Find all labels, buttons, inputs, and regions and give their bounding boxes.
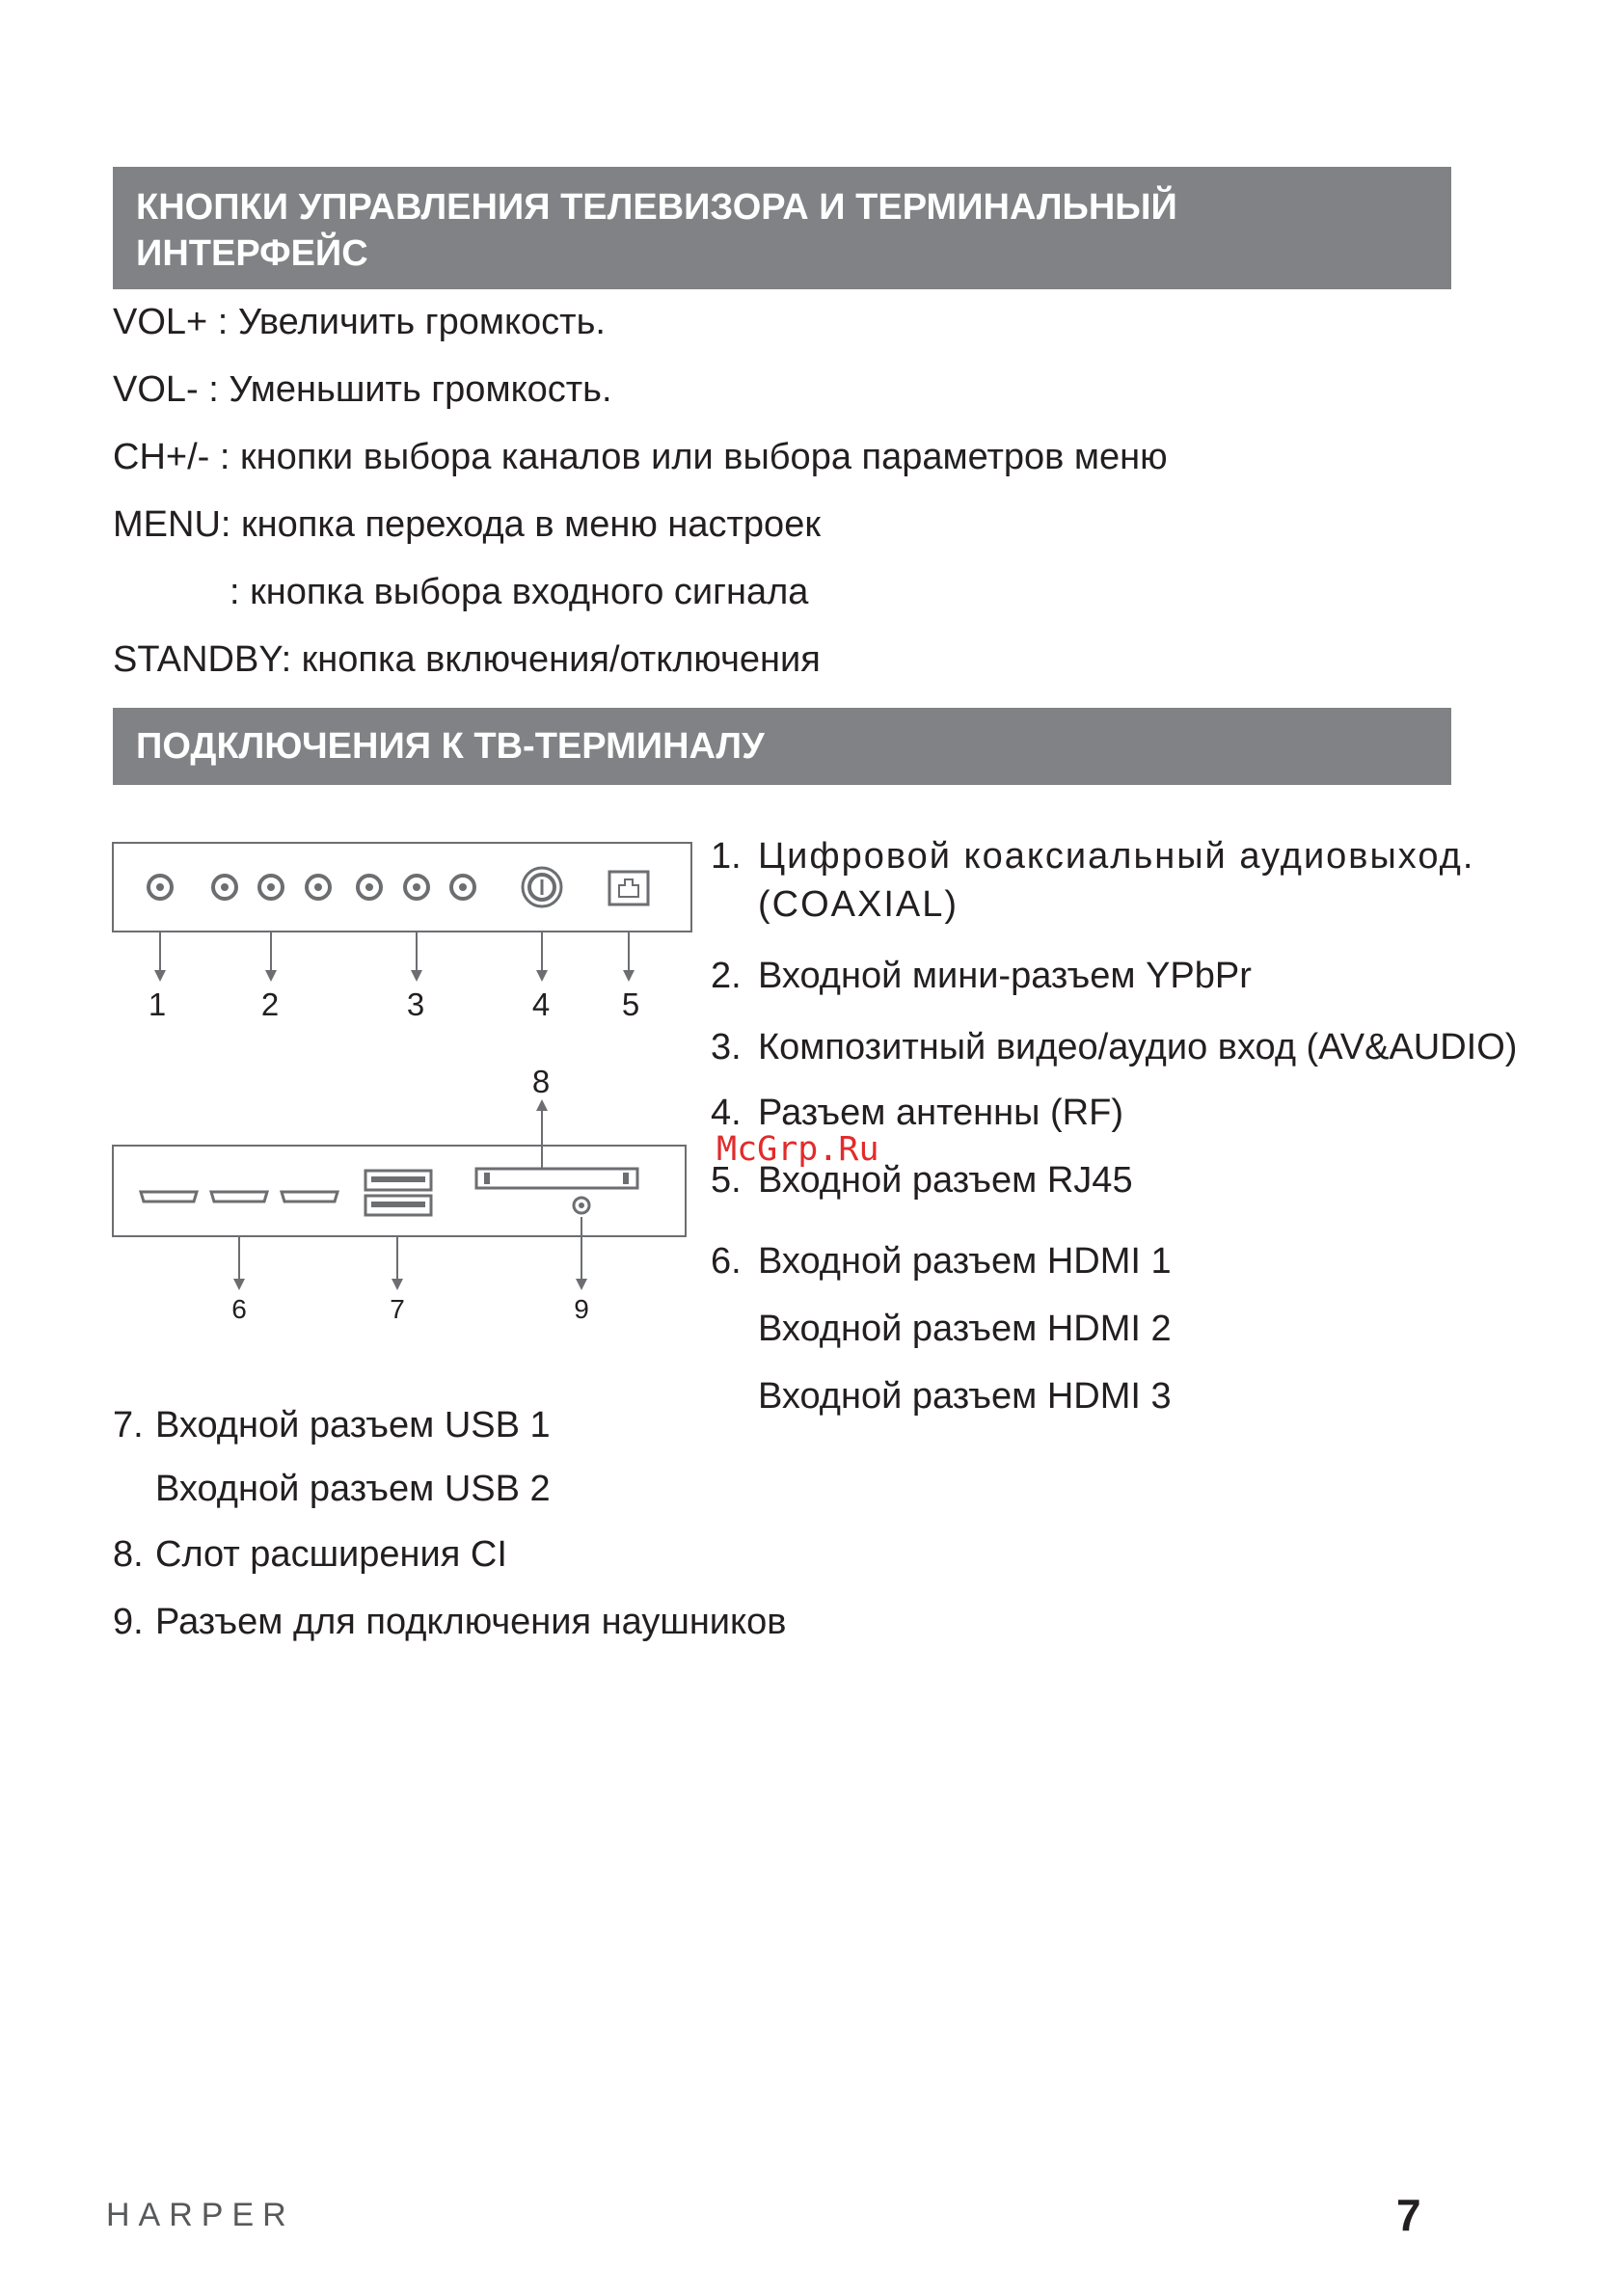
legend-item-6: Входной разъем HDMI 1: [758, 1241, 1172, 1282]
section-title-line1: КНОПКИ УПРАВЛЕНИЯ ТЕЛЕВИЗОРА И ТЕРМИНАЛЬНЫЙ: [136, 187, 1177, 228]
legend-item-6-cont: Входной разъем HDMI 3: [758, 1376, 1172, 1417]
legend-item-1-cont: (COAXIAL): [758, 884, 959, 925]
legend-item-8: Слот расширения CI: [155, 1534, 507, 1575]
legend-num: 4.: [711, 1093, 742, 1133]
legend-num: 8.: [113, 1534, 144, 1575]
marker-3: 3: [406, 986, 425, 1022]
legend-num: 7.: [113, 1405, 144, 1445]
control-item-vol-minus: VOL- : Уменьшить громкость.: [113, 369, 612, 410]
control-item-ch: CH+/- : кнопки выбора каналов или выбора параметров меню: [113, 437, 1168, 477]
control-item-source: : кнопка выбора входного сигнала: [230, 572, 809, 612]
coaxial-jack-icon: [149, 876, 172, 899]
control-item-standby: STANDBY: кнопка включения/отключения: [113, 639, 821, 680]
brand-logo: HARPER: [106, 2197, 295, 2233]
marker-7: 7: [390, 1294, 405, 1324]
legend-item-7: Входной разъем USB 1: [155, 1405, 551, 1445]
marker-8: 8: [531, 1064, 551, 1099]
legend-item-5: Входной разъем RJ45: [758, 1160, 1133, 1201]
marker-4: 4: [531, 986, 551, 1022]
headphone-jack-icon: [574, 1198, 589, 1213]
legend-item-2: Входной мини-разъем YPbPr: [758, 956, 1252, 996]
top-panel: [113, 843, 691, 932]
legend-num: 1.: [711, 836, 742, 877]
legend-item-7-cont: Входной разъем USB 2: [155, 1469, 551, 1509]
page-number: 7: [1396, 2190, 1421, 2240]
legend-item-9: Разъем для подключения наушников: [155, 1602, 787, 1642]
legend-item-3: Композитный видео/аудио вход (AV&AUDIO): [758, 1027, 1518, 1067]
legend-num: 9.: [113, 1602, 144, 1642]
legend-num: 5.: [711, 1160, 742, 1201]
ci-slot-icon: [476, 1169, 637, 1188]
marker-2: 2: [260, 986, 280, 1022]
legend-item-1: Цифровой коаксиальный аудиовыход.: [758, 836, 1475, 877]
rj45-jack-icon: [609, 872, 648, 905]
marker-6: 6: [231, 1294, 247, 1324]
legend-num: 3.: [711, 1027, 742, 1067]
marker-5: 5: [621, 986, 640, 1022]
legend-num: 2.: [711, 956, 742, 996]
control-item-menu: MENU: кнопка перехода в меню настроек: [113, 504, 821, 545]
antenna-jack-icon: [523, 868, 561, 906]
watermark: McGrp.Ru: [716, 1130, 879, 1169]
hdmi-port-icon: [141, 1192, 338, 1202]
legend-num: 6.: [711, 1241, 742, 1282]
marker-9: 9: [574, 1294, 589, 1324]
legend-item-4: Разъем антенны (RF): [758, 1093, 1123, 1133]
control-item-vol-plus: VOL+ : Увеличить громкость.: [113, 302, 606, 342]
marker-1: 1: [148, 986, 167, 1022]
section-title-line2: ИНТЕРФЕЙС: [136, 233, 368, 274]
legend-item-6-cont: Входной разъем HDMI 2: [758, 1309, 1172, 1349]
section-title-connections: ПОДКЛЮЧЕНИЯ К ТВ-ТЕРМИНАЛУ: [136, 726, 765, 767]
